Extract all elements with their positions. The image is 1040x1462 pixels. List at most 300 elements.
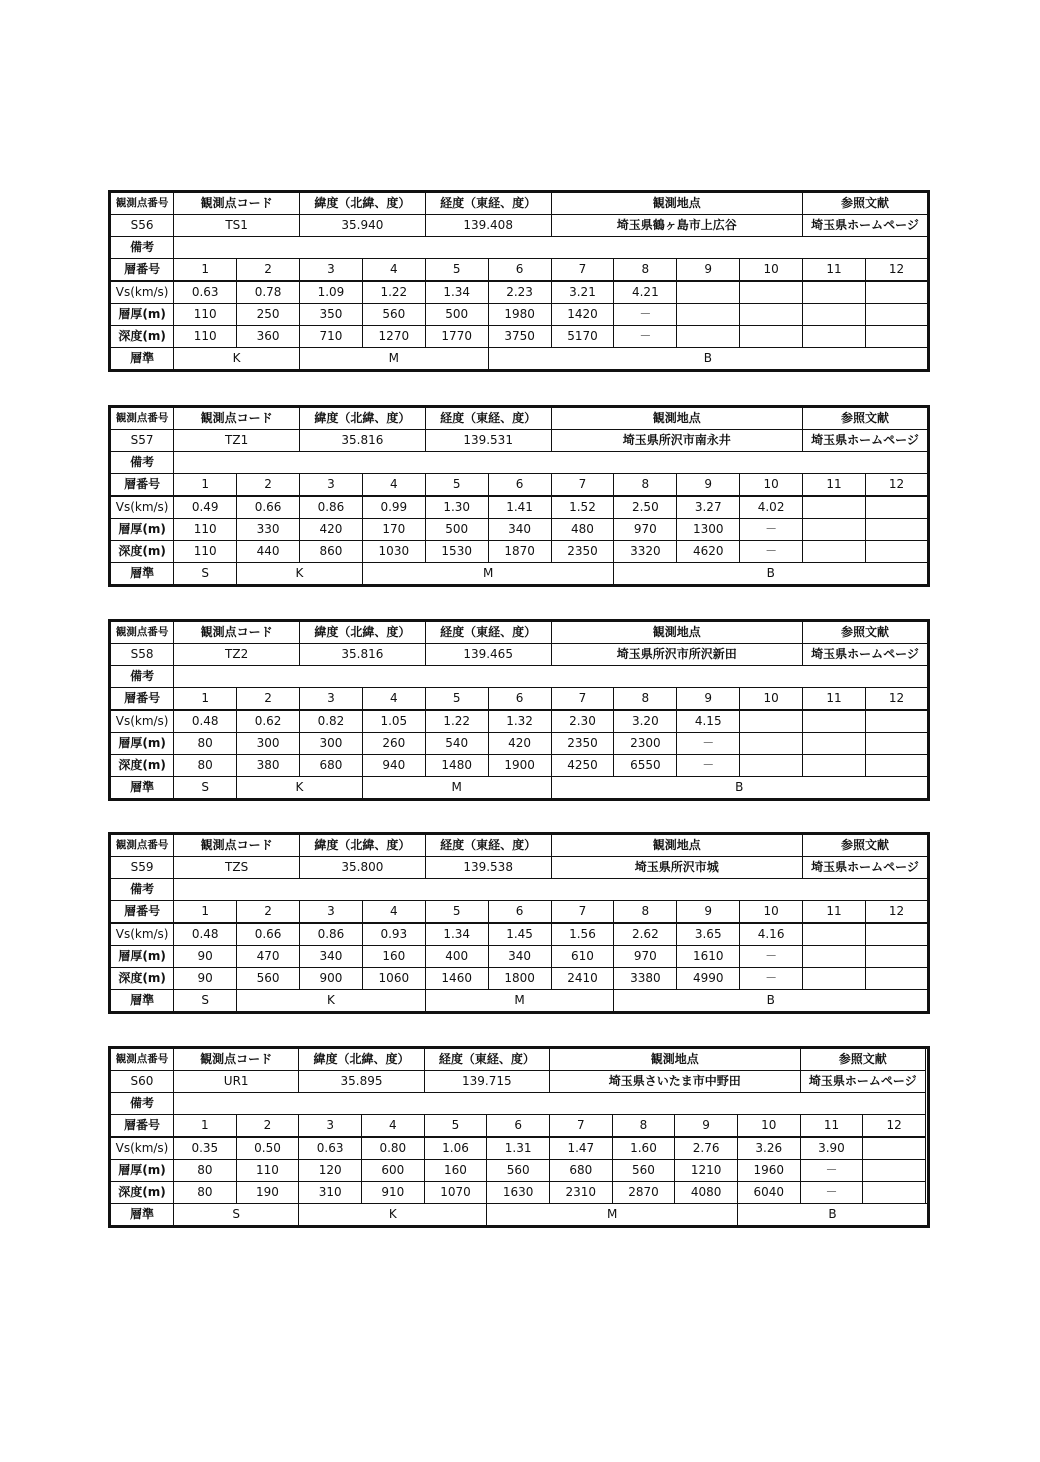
layer-number: 5	[424, 1115, 487, 1138]
thickness-row	[110, 733, 929, 755]
vs-cell: 4.16	[740, 923, 803, 946]
location-value: 埼玉県さいたま市中野田	[549, 1071, 800, 1093]
remarks-value	[174, 879, 929, 901]
depth-row	[110, 968, 929, 990]
depth-cell: 110	[174, 326, 237, 348]
thickness-cell: 340	[488, 519, 551, 541]
layer-number: 10	[740, 901, 803, 924]
depth-cell: 560	[237, 968, 300, 990]
layer-number: 7	[551, 688, 614, 711]
depth-cell: 6040	[737, 1182, 800, 1204]
depth-cell: 80	[174, 755, 237, 777]
vs-cell	[740, 281, 803, 304]
depth-cell	[865, 755, 928, 777]
thickness-cell	[803, 519, 866, 541]
thickness-cell: 1210	[675, 1160, 738, 1182]
site-no: S59	[110, 857, 174, 879]
depth-cell: 4990	[677, 968, 740, 990]
layer-number: 3	[300, 259, 363, 282]
vs-row	[110, 710, 929, 733]
latitude-header: 緯度（北緯、度）	[300, 407, 426, 430]
reference-value: 埼玉県ホームページ	[803, 644, 929, 666]
site-code: TZ1	[174, 430, 300, 452]
longitude-value: 139.408	[425, 215, 551, 237]
vs-row	[110, 923, 929, 946]
depth-cell: 1030	[362, 541, 425, 563]
site-no-header: 観測点番号	[110, 192, 174, 215]
layer-number: 8	[614, 259, 677, 282]
latitude-header: 緯度（北緯、度）	[300, 621, 426, 644]
thickness-cell: 1960	[737, 1160, 800, 1182]
vs-cell: 1.52	[551, 496, 614, 519]
depth-cell: 4620	[677, 541, 740, 563]
depth-cell	[803, 541, 866, 563]
thickness-cell: 330	[237, 519, 300, 541]
reference-value: 埼玉県ホームページ	[803, 215, 929, 237]
level-row	[110, 1204, 929, 1227]
thickness-cell: 1300	[677, 519, 740, 541]
reference-header: 参照文献	[803, 621, 929, 644]
level-s: S	[174, 990, 237, 1013]
thickness-cell	[740, 304, 803, 326]
layer-number: 12	[865, 901, 928, 924]
layer-number: 3	[299, 1115, 362, 1138]
vs-cell: 0.93	[362, 923, 425, 946]
layer-number: 8	[614, 688, 677, 711]
layer-number: 8	[612, 1115, 675, 1138]
layer-number: 6	[487, 1115, 550, 1138]
reference-value: 埼玉県ホームページ	[803, 857, 929, 879]
location-value: 埼玉県所沢市南永井	[551, 430, 803, 452]
layer-number: 11	[803, 474, 866, 497]
depth-cell: 310	[299, 1182, 362, 1204]
longitude-header: 経度（東経、度）	[425, 192, 551, 215]
layer-number: 11	[803, 688, 866, 711]
vs-cell	[803, 923, 866, 946]
thickness-cell: 420	[300, 519, 363, 541]
vs-cell: 3.65	[677, 923, 740, 946]
thickness-cell: 80	[174, 733, 237, 755]
site-code-header: 観測点コード	[174, 621, 300, 644]
layer-no-header: 層番号	[110, 474, 174, 497]
layer-number: 10	[740, 259, 803, 282]
layer-number: 4	[362, 901, 425, 924]
remarks-row	[110, 237, 929, 259]
depth-cell: 1870	[488, 541, 551, 563]
remarks-header: 備考	[110, 1093, 174, 1115]
layer-number: 10	[740, 474, 803, 497]
layer-no-header: 層番号	[110, 688, 174, 711]
depth-cell	[863, 1182, 926, 1204]
vs-cell	[803, 496, 866, 519]
layer-number: 7	[549, 1115, 612, 1138]
layer-number: 11	[800, 1115, 863, 1138]
reference-header: 参照文献	[803, 834, 929, 857]
level-b: B	[488, 348, 928, 371]
vs-cell: 3.20	[614, 710, 677, 733]
thickness-cell: 90	[174, 946, 237, 968]
site-code-header: 観測点コード	[174, 834, 300, 857]
level-header: 層準	[110, 777, 174, 800]
layer-number: 4	[362, 259, 425, 282]
layer-number: 2	[237, 259, 300, 282]
layer-number: 5	[425, 474, 488, 497]
site-block-s59	[108, 832, 930, 1014]
site-no-header: 観測点番号	[110, 834, 174, 857]
layer-number: 5	[425, 901, 488, 924]
header-row	[110, 192, 929, 215]
vs-cell: 0.99	[362, 496, 425, 519]
depth-cell	[740, 326, 803, 348]
vs-cell: 2.62	[614, 923, 677, 946]
vs-cell: 1.56	[551, 923, 614, 946]
remarks-header: 備考	[110, 879, 174, 901]
latitude-value: 35.816	[300, 430, 426, 452]
vs-cell: 0.50	[236, 1137, 299, 1160]
vs-cell: 1.41	[488, 496, 551, 519]
thickness-cell: 420	[488, 733, 551, 755]
location-value: 埼玉県鶴ヶ島市上広谷	[551, 215, 803, 237]
thickness-cell	[740, 733, 803, 755]
longitude-value: 139.531	[425, 430, 551, 452]
vs-cell: 1.47	[549, 1137, 612, 1160]
thickness-cell: 970	[614, 519, 677, 541]
vs-header: Vs(km/s)	[110, 1137, 174, 1160]
thickness-row	[110, 946, 929, 968]
thickness-cell: 560	[487, 1160, 550, 1182]
vs-cell	[803, 710, 866, 733]
thickness-cell: 970	[614, 946, 677, 968]
depth-cell	[865, 326, 928, 348]
layer-number: 9	[677, 259, 740, 282]
remarks-header: 備考	[110, 237, 174, 259]
vs-cell: 0.66	[237, 923, 300, 946]
vs-cell: 4.21	[614, 281, 677, 304]
thickness-cell: 80	[174, 1160, 237, 1182]
thickness-cell: 610	[551, 946, 614, 968]
vs-cell: 0.63	[299, 1137, 362, 1160]
level-k: K	[237, 777, 363, 800]
layer-number: 12	[865, 474, 928, 497]
remarks-value	[174, 237, 929, 259]
thickness-cell: 540	[425, 733, 488, 755]
level-s: S	[174, 777, 237, 800]
layer-number: 2	[237, 474, 300, 497]
depth-cell: 6550	[614, 755, 677, 777]
layer-no-header: 層番号	[110, 259, 174, 282]
layer-number: 7	[551, 901, 614, 924]
layer-number: 5	[425, 259, 488, 282]
thickness-row	[110, 304, 929, 326]
site-table	[108, 190, 930, 372]
depth-cell: －	[677, 755, 740, 777]
site-table	[108, 619, 930, 801]
thickness-cell: 170	[362, 519, 425, 541]
layer-number: 2	[236, 1115, 299, 1138]
level-row	[110, 563, 929, 586]
latitude-value: 35.895	[299, 1071, 424, 1093]
level-b: B	[737, 1204, 928, 1227]
thickness-cell: 350	[300, 304, 363, 326]
header-row	[110, 1048, 929, 1071]
remarks-row	[110, 452, 929, 474]
depth-cell: 3380	[614, 968, 677, 990]
thickness-cell: 1610	[677, 946, 740, 968]
site-block-s60	[108, 1046, 930, 1228]
vs-cell: 2.30	[551, 710, 614, 733]
layer-number: 1	[174, 1115, 237, 1138]
depth-cell: －	[800, 1182, 863, 1204]
layer-number: 10	[737, 1115, 800, 1138]
vs-cell: 0.82	[300, 710, 363, 733]
location-value: 埼玉県所沢市所沢新田	[551, 644, 803, 666]
vs-row	[110, 1137, 929, 1160]
reference-header: 参照文献	[800, 1048, 925, 1071]
thickness-cell: －	[614, 304, 677, 326]
reference-header: 参照文献	[803, 192, 929, 215]
thickness-cell	[865, 946, 928, 968]
layer-number: 4	[362, 474, 425, 497]
depth-cell: 1630	[487, 1182, 550, 1204]
layer-number: 6	[488, 474, 551, 497]
info-row	[110, 644, 929, 666]
thickness-cell: 2350	[551, 733, 614, 755]
layer-number: 11	[803, 259, 866, 282]
depth-row	[110, 541, 929, 563]
layer-number: 10	[740, 688, 803, 711]
layer-number-row	[110, 259, 929, 282]
vs-cell: 1.60	[612, 1137, 675, 1160]
thickness-cell: 160	[362, 946, 425, 968]
level-m: M	[300, 348, 489, 371]
depth-cell: 4080	[675, 1182, 738, 1204]
layer-number: 8	[614, 901, 677, 924]
depth-cell: 1270	[362, 326, 425, 348]
depth-cell	[803, 326, 866, 348]
depth-cell: 1480	[425, 755, 488, 777]
depth-cell	[740, 755, 803, 777]
vs-header: Vs(km/s)	[110, 281, 174, 304]
depth-cell: 1800	[488, 968, 551, 990]
level-k: K	[174, 348, 300, 371]
layer-number: 12	[863, 1115, 926, 1138]
site-table	[108, 832, 930, 1014]
longitude-header: 経度（東経、度）	[425, 834, 551, 857]
depth-cell: －	[740, 541, 803, 563]
depth-cell: 2310	[549, 1182, 612, 1204]
level-k: K	[237, 990, 426, 1013]
vs-cell: 1.45	[488, 923, 551, 946]
level-m: M	[362, 563, 614, 586]
layer-number: 8	[614, 474, 677, 497]
remarks-row	[110, 666, 929, 688]
remarks-value	[174, 666, 929, 688]
info-row	[110, 430, 929, 452]
depth-row	[110, 755, 929, 777]
header-row	[110, 407, 929, 430]
level-row	[110, 990, 929, 1013]
info-row	[110, 215, 929, 237]
level-header: 層準	[110, 990, 174, 1013]
level-b: B	[551, 777, 928, 800]
site-code: TZ2	[174, 644, 300, 666]
depth-header: 深度(m)	[110, 326, 174, 348]
layer-number: 2	[237, 688, 300, 711]
depth-cell	[803, 755, 866, 777]
layer-number: 7	[551, 259, 614, 282]
vs-cell	[677, 281, 740, 304]
longitude-value: 139.465	[425, 644, 551, 666]
layer-number: 6	[488, 259, 551, 282]
thickness-cell: 300	[237, 733, 300, 755]
reference-header: 参照文献	[803, 407, 929, 430]
depth-cell: 4250	[551, 755, 614, 777]
depth-cell: 360	[237, 326, 300, 348]
thickness-cell: 400	[425, 946, 488, 968]
site-code: TS1	[174, 215, 300, 237]
site-table	[108, 405, 930, 587]
vs-cell: 3.26	[737, 1137, 800, 1160]
thickness-cell	[803, 946, 866, 968]
header-row	[110, 621, 929, 644]
depth-row	[110, 326, 929, 348]
layer-number: 4	[361, 1115, 424, 1138]
vs-cell: 1.09	[300, 281, 363, 304]
location-header: 観測地点	[551, 621, 803, 644]
layer-number: 9	[677, 688, 740, 711]
thickness-cell: 340	[488, 946, 551, 968]
depth-cell: 900	[300, 968, 363, 990]
layer-number-row	[110, 1115, 929, 1138]
thickness-cell	[803, 733, 866, 755]
location-value: 埼玉県所沢市城	[551, 857, 803, 879]
thickness-cell: 560	[362, 304, 425, 326]
thickness-cell: －	[740, 519, 803, 541]
depth-cell: 910	[361, 1182, 424, 1204]
thickness-cell	[803, 304, 866, 326]
layer-number: 9	[675, 1115, 738, 1138]
layer-number: 11	[803, 901, 866, 924]
site-table	[108, 1046, 930, 1228]
vs-row	[110, 281, 929, 304]
thickness-cell: －	[740, 946, 803, 968]
depth-cell	[865, 968, 928, 990]
layer-number-row	[110, 688, 929, 711]
depth-cell: 80	[174, 1182, 237, 1204]
thickness-cell: 120	[299, 1160, 362, 1182]
reference-value: 埼玉県ホームページ	[800, 1071, 925, 1093]
vs-cell: 0.35	[174, 1137, 237, 1160]
thickness-header: 層厚(m)	[110, 1160, 174, 1182]
level-b: B	[614, 990, 929, 1013]
layer-number: 1	[174, 901, 237, 924]
latitude-header: 緯度（北緯、度）	[300, 834, 426, 857]
level-header: 層準	[110, 348, 174, 371]
thickness-cell: 600	[361, 1160, 424, 1182]
vs-cell	[863, 1137, 926, 1160]
site-no-header: 観測点番号	[110, 407, 174, 430]
level-s: S	[174, 1204, 299, 1227]
depth-cell: 940	[362, 755, 425, 777]
layer-number: 1	[174, 474, 237, 497]
depth-cell	[677, 326, 740, 348]
vs-cell: 0.66	[237, 496, 300, 519]
vs-cell: 1.32	[488, 710, 551, 733]
info-row	[110, 1071, 929, 1093]
thickness-cell: 110	[236, 1160, 299, 1182]
depth-cell: 110	[174, 541, 237, 563]
layer-number-row	[110, 901, 929, 924]
level-k: K	[237, 563, 363, 586]
vs-cell: 1.34	[425, 923, 488, 946]
thickness-cell: －	[677, 733, 740, 755]
site-no-header: 観測点番号	[110, 1048, 174, 1071]
location-header: 観測地点	[549, 1048, 800, 1071]
layer-number: 6	[488, 688, 551, 711]
layer-number: 9	[677, 474, 740, 497]
thickness-header: 層厚(m)	[110, 304, 174, 326]
level-header: 層準	[110, 1204, 174, 1227]
site-code: UR1	[174, 1071, 299, 1093]
depth-header: 深度(m)	[110, 755, 174, 777]
vs-cell: 3.90	[800, 1137, 863, 1160]
thickness-cell: 680	[549, 1160, 612, 1182]
layer-number: 3	[300, 474, 363, 497]
site-no: S60	[110, 1071, 174, 1093]
depth-cell: 3320	[614, 541, 677, 563]
vs-cell: 1.30	[425, 496, 488, 519]
level-header: 層準	[110, 563, 174, 586]
depth-cell: 90	[174, 968, 237, 990]
layer-number: 6	[488, 901, 551, 924]
depth-cell: 860	[300, 541, 363, 563]
site-block-s58	[108, 619, 930, 801]
thickness-cell: 1420	[551, 304, 614, 326]
site-no: S58	[110, 644, 174, 666]
depth-cell: 5170	[551, 326, 614, 348]
vs-cell: 2.23	[488, 281, 551, 304]
thickness-cell	[865, 304, 928, 326]
depth-cell: 380	[237, 755, 300, 777]
level-m: M	[362, 777, 551, 800]
latitude-value: 35.800	[300, 857, 426, 879]
thickness-cell: 250	[237, 304, 300, 326]
depth-cell: 710	[300, 326, 363, 348]
vs-cell	[865, 281, 928, 304]
thickness-cell: 110	[174, 519, 237, 541]
site-code: TZS	[174, 857, 300, 879]
location-header: 観測地点	[551, 834, 803, 857]
thickness-cell: 1980	[488, 304, 551, 326]
remarks-header: 備考	[110, 666, 174, 688]
depth-cell: 680	[300, 755, 363, 777]
vs-cell: 3.21	[551, 281, 614, 304]
depth-header: 深度(m)	[110, 968, 174, 990]
header-row	[110, 834, 929, 857]
thickness-cell: 500	[425, 519, 488, 541]
remarks-header: 備考	[110, 452, 174, 474]
thickness-row	[110, 519, 929, 541]
depth-row	[110, 1182, 929, 1204]
location-header: 観測地点	[551, 192, 803, 215]
layer-number: 3	[300, 688, 363, 711]
layer-number: 1	[174, 259, 237, 282]
latitude-header: 緯度（北緯、度）	[300, 192, 426, 215]
thickness-cell	[677, 304, 740, 326]
thickness-cell: 480	[551, 519, 614, 541]
vs-cell	[803, 281, 866, 304]
vs-cell	[865, 923, 928, 946]
